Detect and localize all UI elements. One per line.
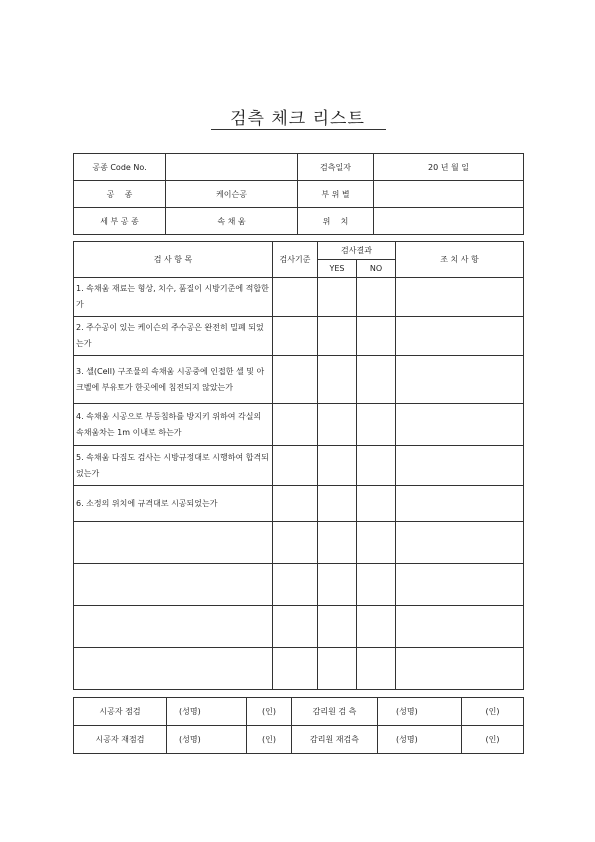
code-label: 공종 Code No. <box>74 154 166 181</box>
check-item-2: 2. 주수공이 있는 케이슨의 주수공은 완전히 밀폐 되었는가 <box>74 317 273 356</box>
items-header: 검 사 항 목 <box>74 242 273 278</box>
check-item-6: 6. 소정의 위치에 규격대로 시공되었는가 <box>74 486 273 522</box>
action-cell[interactable] <box>396 446 524 486</box>
title-underline <box>211 129 386 130</box>
standard-cell[interactable] <box>273 606 318 648</box>
standard-header: 검사기준 <box>273 242 318 278</box>
no-cell[interactable] <box>357 606 396 648</box>
yes-cell[interactable] <box>318 522 357 564</box>
action-cell[interactable] <box>396 564 524 606</box>
supervisor-recheck-label: 감리원 재검측 <box>292 726 378 754</box>
sub-work-label: 세 부 공 종 <box>74 208 166 235</box>
no-cell[interactable] <box>357 404 396 446</box>
action-cell[interactable] <box>396 404 524 446</box>
yes-cell[interactable] <box>318 606 357 648</box>
standard-cell[interactable] <box>273 446 318 486</box>
check-item-5: 5. 속채움 다짐도 검사는 시방규정대로 시행하여 합격되었는가 <box>74 446 273 486</box>
supervisor-seal[interactable]: (인) <box>462 698 524 726</box>
location-part-field[interactable] <box>374 181 524 208</box>
yes-cell[interactable] <box>318 446 357 486</box>
location-part-label: 부 위 별 <box>298 181 374 208</box>
result-header: 검사결과 <box>318 242 396 260</box>
standard-cell[interactable] <box>273 648 318 690</box>
action-cell[interactable] <box>396 317 524 356</box>
action-cell[interactable] <box>396 356 524 404</box>
standard-cell[interactable] <box>273 522 318 564</box>
work-type-label: 공 종 <box>74 181 166 208</box>
blank-item-cell[interactable] <box>74 606 273 648</box>
code-field[interactable] <box>166 154 298 181</box>
action-cell[interactable] <box>396 486 524 522</box>
no-header: NO <box>357 260 396 278</box>
standard-cell[interactable] <box>273 278 318 317</box>
contractor-recheck-label: 시공자 재점검 <box>74 726 167 754</box>
blank-item-cell[interactable] <box>74 648 273 690</box>
standard-cell[interactable] <box>273 486 318 522</box>
work-type-value[interactable]: 케이슨공 <box>166 181 298 208</box>
no-cell[interactable] <box>357 486 396 522</box>
position-label: 위 치 <box>298 208 374 235</box>
date-label: 검측일자 <box>298 154 374 181</box>
yes-cell[interactable] <box>318 648 357 690</box>
contractor-recheck-seal[interactable]: (인) <box>247 726 292 754</box>
no-cell[interactable] <box>357 522 396 564</box>
no-cell[interactable] <box>357 317 396 356</box>
contractor-name-field[interactable]: (성명) <box>167 698 247 726</box>
action-cell[interactable] <box>396 648 524 690</box>
position-field[interactable] <box>374 208 524 235</box>
supervisor-recheck-seal[interactable]: (인) <box>462 726 524 754</box>
action-cell[interactable] <box>396 278 524 317</box>
blank-item-cell[interactable] <box>74 522 273 564</box>
standard-cell[interactable] <box>273 356 318 404</box>
supervisor-recheck-name-field[interactable]: (성명) <box>378 726 462 754</box>
action-cell[interactable] <box>396 522 524 564</box>
no-cell[interactable] <box>357 278 396 317</box>
checklist-table <box>73 241 524 690</box>
standard-cell[interactable] <box>273 317 318 356</box>
yes-cell[interactable] <box>318 404 357 446</box>
yes-cell[interactable] <box>318 356 357 404</box>
contractor-check-label: 시공자 점검 <box>74 698 167 726</box>
yes-cell[interactable] <box>318 564 357 606</box>
sub-work-value[interactable]: 속 채 움 <box>166 208 298 235</box>
contractor-seal[interactable]: (인) <box>247 698 292 726</box>
yes-cell[interactable] <box>318 278 357 317</box>
blank-item-cell[interactable] <box>74 564 273 606</box>
standard-cell[interactable] <box>273 564 318 606</box>
check-item-3: 3. 셀(Cell) 구조물의 속채움 시공중에 인접한 셀 및 아크벨에 부유토가 한곳에에 침전되지 않았는가 <box>74 356 273 404</box>
standard-cell[interactable] <box>273 404 318 446</box>
check-item-1: 1. 속채움 재료는 형상, 치수, 품질이 시방기준에 적합한가 <box>74 278 273 317</box>
page-title: 검측 체크 리스트 <box>230 109 365 129</box>
supervisor-name-field[interactable]: (성명) <box>378 698 462 726</box>
action-cell[interactable] <box>396 606 524 648</box>
action-header: 조 치 사 항 <box>396 242 524 278</box>
no-cell[interactable] <box>357 356 396 404</box>
no-cell[interactable] <box>357 446 396 486</box>
no-cell[interactable] <box>357 564 396 606</box>
signature-table <box>73 697 524 754</box>
info-table <box>73 153 524 235</box>
date-field[interactable]: 20 년 월 일 <box>374 154 524 181</box>
yes-header: YES <box>318 260 357 278</box>
contractor-recheck-name-field[interactable]: (성명) <box>167 726 247 754</box>
no-cell[interactable] <box>357 648 396 690</box>
yes-cell[interactable] <box>318 486 357 522</box>
supervisor-check-label: 감리원 검 측 <box>292 698 378 726</box>
check-item-4: 4. 속채움 시공으로 부등침하를 방지키 위하여 각실의 속채움차는 1m 이내로 하는가 <box>74 404 273 446</box>
yes-cell[interactable] <box>318 317 357 356</box>
